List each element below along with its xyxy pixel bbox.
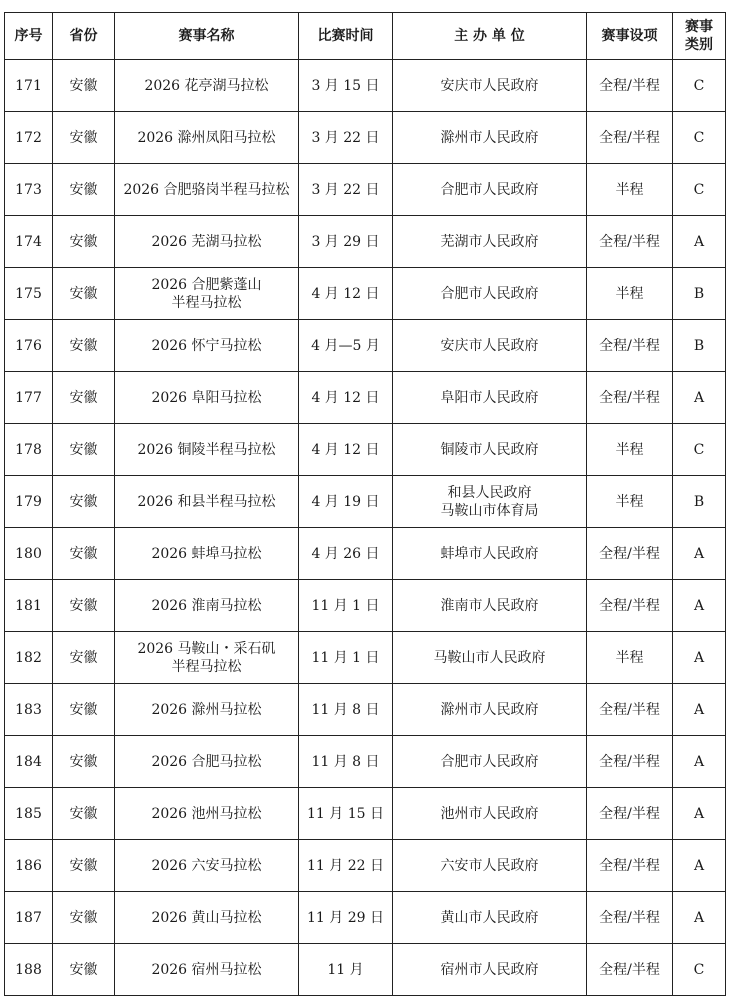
table-row — [5, 528, 726, 580]
cell-distance: 全程/半程 — [587, 372, 673, 424]
cell-organizer: 宿州市人民政府 — [393, 944, 587, 996]
cell-province: 安徽 — [53, 840, 115, 892]
cell-date: 11 月 22 日 — [299, 840, 393, 892]
cell-organizer: 六安市人民政府 — [393, 840, 587, 892]
table-row — [5, 944, 726, 996]
cell-category: A — [673, 892, 726, 944]
cell-province: 安徽 — [53, 736, 115, 788]
cell-date: 11 月 29 日 — [299, 892, 393, 944]
cell-event-name: 2026 淮南马拉松 — [115, 580, 299, 632]
cell-index: 171 — [5, 60, 53, 112]
cell-province: 安徽 — [53, 60, 115, 112]
cell-date: 4 月 12 日 — [299, 268, 393, 320]
cell-category: B — [673, 476, 726, 528]
cell-event-name: 2026 马鞍山・采石矶 半程马拉松 — [115, 632, 299, 684]
cell-index: 184 — [5, 736, 53, 788]
cell-event-name: 2026 和县半程马拉松 — [115, 476, 299, 528]
cell-date: 4 月 12 日 — [299, 372, 393, 424]
cell-distance: 全程/半程 — [587, 840, 673, 892]
cell-index: 186 — [5, 840, 53, 892]
cell-distance: 半程 — [587, 632, 673, 684]
table-row — [5, 60, 726, 112]
cell-index: 188 — [5, 944, 53, 996]
header-distance: 赛事设项 — [587, 13, 673, 60]
cell-category: A — [673, 216, 726, 268]
cell-organizer: 黄山市人民政府 — [393, 892, 587, 944]
header-row — [5, 13, 726, 60]
cell-province: 安徽 — [53, 580, 115, 632]
cell-event-name: 2026 宿州马拉松 — [115, 944, 299, 996]
cell-date: 3 月 29 日 — [299, 216, 393, 268]
cell-event-name: 2026 滁州凤阳马拉松 — [115, 112, 299, 164]
cell-event-name: 2026 阜阳马拉松 — [115, 372, 299, 424]
cell-province: 安徽 — [53, 216, 115, 268]
cell-category: A — [673, 840, 726, 892]
cell-distance: 全程/半程 — [587, 528, 673, 580]
table-row — [5, 892, 726, 944]
cell-index: 173 — [5, 164, 53, 216]
cell-distance: 全程/半程 — [587, 320, 673, 372]
cell-event-name: 2026 黄山马拉松 — [115, 892, 299, 944]
cell-distance: 半程 — [587, 476, 673, 528]
cell-index: 172 — [5, 112, 53, 164]
cell-distance: 全程/半程 — [587, 580, 673, 632]
cell-event-name: 2026 六安马拉松 — [115, 840, 299, 892]
cell-distance: 全程/半程 — [587, 112, 673, 164]
cell-category: C — [673, 112, 726, 164]
cell-distance: 全程/半程 — [587, 736, 673, 788]
cell-date: 11 月 — [299, 944, 393, 996]
table-row — [5, 580, 726, 632]
cell-event-name: 2026 芜湖马拉松 — [115, 216, 299, 268]
table-row — [5, 632, 726, 684]
table-row — [5, 840, 726, 892]
table-row — [5, 476, 726, 528]
cell-category: A — [673, 580, 726, 632]
cell-date: 11 月 8 日 — [299, 684, 393, 736]
cell-distance: 全程/半程 — [587, 944, 673, 996]
cell-date: 3 月 15 日 — [299, 60, 393, 112]
cell-category: C — [673, 164, 726, 216]
cell-distance: 全程/半程 — [587, 684, 673, 736]
cell-category: A — [673, 684, 726, 736]
header-index: 序号 — [5, 13, 53, 60]
cell-event-name: 2026 花亭湖马拉松 — [115, 60, 299, 112]
cell-index: 174 — [5, 216, 53, 268]
cell-category: A — [673, 528, 726, 580]
cell-date: 3 月 22 日 — [299, 112, 393, 164]
cell-province: 安徽 — [53, 424, 115, 476]
marathon-schedule-table — [4, 12, 726, 996]
table-row — [5, 112, 726, 164]
table-row — [5, 788, 726, 840]
table-row — [5, 424, 726, 476]
header-province: 省份 — [53, 13, 115, 60]
cell-category: A — [673, 632, 726, 684]
cell-organizer: 淮南市人民政府 — [393, 580, 587, 632]
cell-distance: 半程 — [587, 268, 673, 320]
header-category: 赛事 类别 — [673, 13, 726, 60]
cell-category: B — [673, 320, 726, 372]
cell-date: 4 月 19 日 — [299, 476, 393, 528]
cell-date: 4 月 12 日 — [299, 424, 393, 476]
cell-category: C — [673, 944, 726, 996]
cell-organizer: 合肥市人民政府 — [393, 268, 587, 320]
cell-province: 安徽 — [53, 684, 115, 736]
marathon-schedule-page — [4, 12, 726, 996]
cell-date: 11 月 15 日 — [299, 788, 393, 840]
cell-index: 177 — [5, 372, 53, 424]
cell-organizer: 铜陵市人民政府 — [393, 424, 587, 476]
cell-event-name: 2026 合肥紫蓬山 半程马拉松 — [115, 268, 299, 320]
cell-organizer: 池州市人民政府 — [393, 788, 587, 840]
cell-index: 182 — [5, 632, 53, 684]
cell-organizer: 安庆市人民政府 — [393, 320, 587, 372]
table-header — [5, 13, 726, 60]
cell-index: 185 — [5, 788, 53, 840]
cell-distance: 全程/半程 — [587, 892, 673, 944]
cell-event-name: 2026 滁州马拉松 — [115, 684, 299, 736]
cell-category: A — [673, 736, 726, 788]
cell-organizer: 安庆市人民政府 — [393, 60, 587, 112]
cell-category: C — [673, 60, 726, 112]
cell-index: 175 — [5, 268, 53, 320]
cell-date: 4 月 26 日 — [299, 528, 393, 580]
table-row — [5, 684, 726, 736]
cell-index: 183 — [5, 684, 53, 736]
cell-province: 安徽 — [53, 476, 115, 528]
cell-index: 179 — [5, 476, 53, 528]
cell-organizer: 合肥市人民政府 — [393, 164, 587, 216]
cell-province: 安徽 — [53, 320, 115, 372]
cell-index: 178 — [5, 424, 53, 476]
cell-province: 安徽 — [53, 892, 115, 944]
cell-organizer: 马鞍山市人民政府 — [393, 632, 587, 684]
cell-index: 176 — [5, 320, 53, 372]
table-row — [5, 320, 726, 372]
cell-distance: 全程/半程 — [587, 788, 673, 840]
cell-organizer: 和县人民政府 马鞍山市体育局 — [393, 476, 587, 528]
cell-event-name: 2026 蚌埠马拉松 — [115, 528, 299, 580]
cell-organizer: 滁州市人民政府 — [393, 112, 587, 164]
cell-date: 11 月 1 日 — [299, 632, 393, 684]
cell-province: 安徽 — [53, 632, 115, 684]
cell-category: C — [673, 424, 726, 476]
cell-distance: 全程/半程 — [587, 216, 673, 268]
cell-event-name: 2026 怀宁马拉松 — [115, 320, 299, 372]
cell-index: 181 — [5, 580, 53, 632]
cell-province: 安徽 — [53, 372, 115, 424]
cell-date: 11 月 1 日 — [299, 580, 393, 632]
cell-category: A — [673, 372, 726, 424]
table-row — [5, 216, 726, 268]
cell-province: 安徽 — [53, 944, 115, 996]
table-row — [5, 372, 726, 424]
cell-province: 安徽 — [53, 788, 115, 840]
cell-event-name: 2026 池州马拉松 — [115, 788, 299, 840]
table-row — [5, 164, 726, 216]
header-date: 比赛时间 — [299, 13, 393, 60]
table-row — [5, 736, 726, 788]
cell-province: 安徽 — [53, 112, 115, 164]
cell-distance: 半程 — [587, 164, 673, 216]
cell-index: 180 — [5, 528, 53, 580]
header-event-name: 赛事名称 — [115, 13, 299, 60]
cell-organizer: 阜阳市人民政府 — [393, 372, 587, 424]
cell-organizer: 合肥市人民政府 — [393, 736, 587, 788]
cell-event-name: 2026 合肥骆岗半程马拉松 — [115, 164, 299, 216]
header-organizer: 主 办 单 位 — [393, 13, 587, 60]
cell-event-name: 2026 合肥马拉松 — [115, 736, 299, 788]
cell-distance: 全程/半程 — [587, 60, 673, 112]
cell-date: 11 月 8 日 — [299, 736, 393, 788]
cell-date: 3 月 22 日 — [299, 164, 393, 216]
cell-organizer: 芜湖市人民政府 — [393, 216, 587, 268]
cell-organizer: 滁州市人民政府 — [393, 684, 587, 736]
cell-category: B — [673, 268, 726, 320]
cell-province: 安徽 — [53, 268, 115, 320]
cell-index: 187 — [5, 892, 53, 944]
table-row — [5, 268, 726, 320]
cell-organizer: 蚌埠市人民政府 — [393, 528, 587, 580]
cell-date: 4 月—5 月 — [299, 320, 393, 372]
cell-category: A — [673, 788, 726, 840]
cell-distance: 半程 — [587, 424, 673, 476]
cell-event-name: 2026 铜陵半程马拉松 — [115, 424, 299, 476]
cell-province: 安徽 — [53, 164, 115, 216]
cell-province: 安徽 — [53, 528, 115, 580]
table-body — [5, 60, 726, 996]
